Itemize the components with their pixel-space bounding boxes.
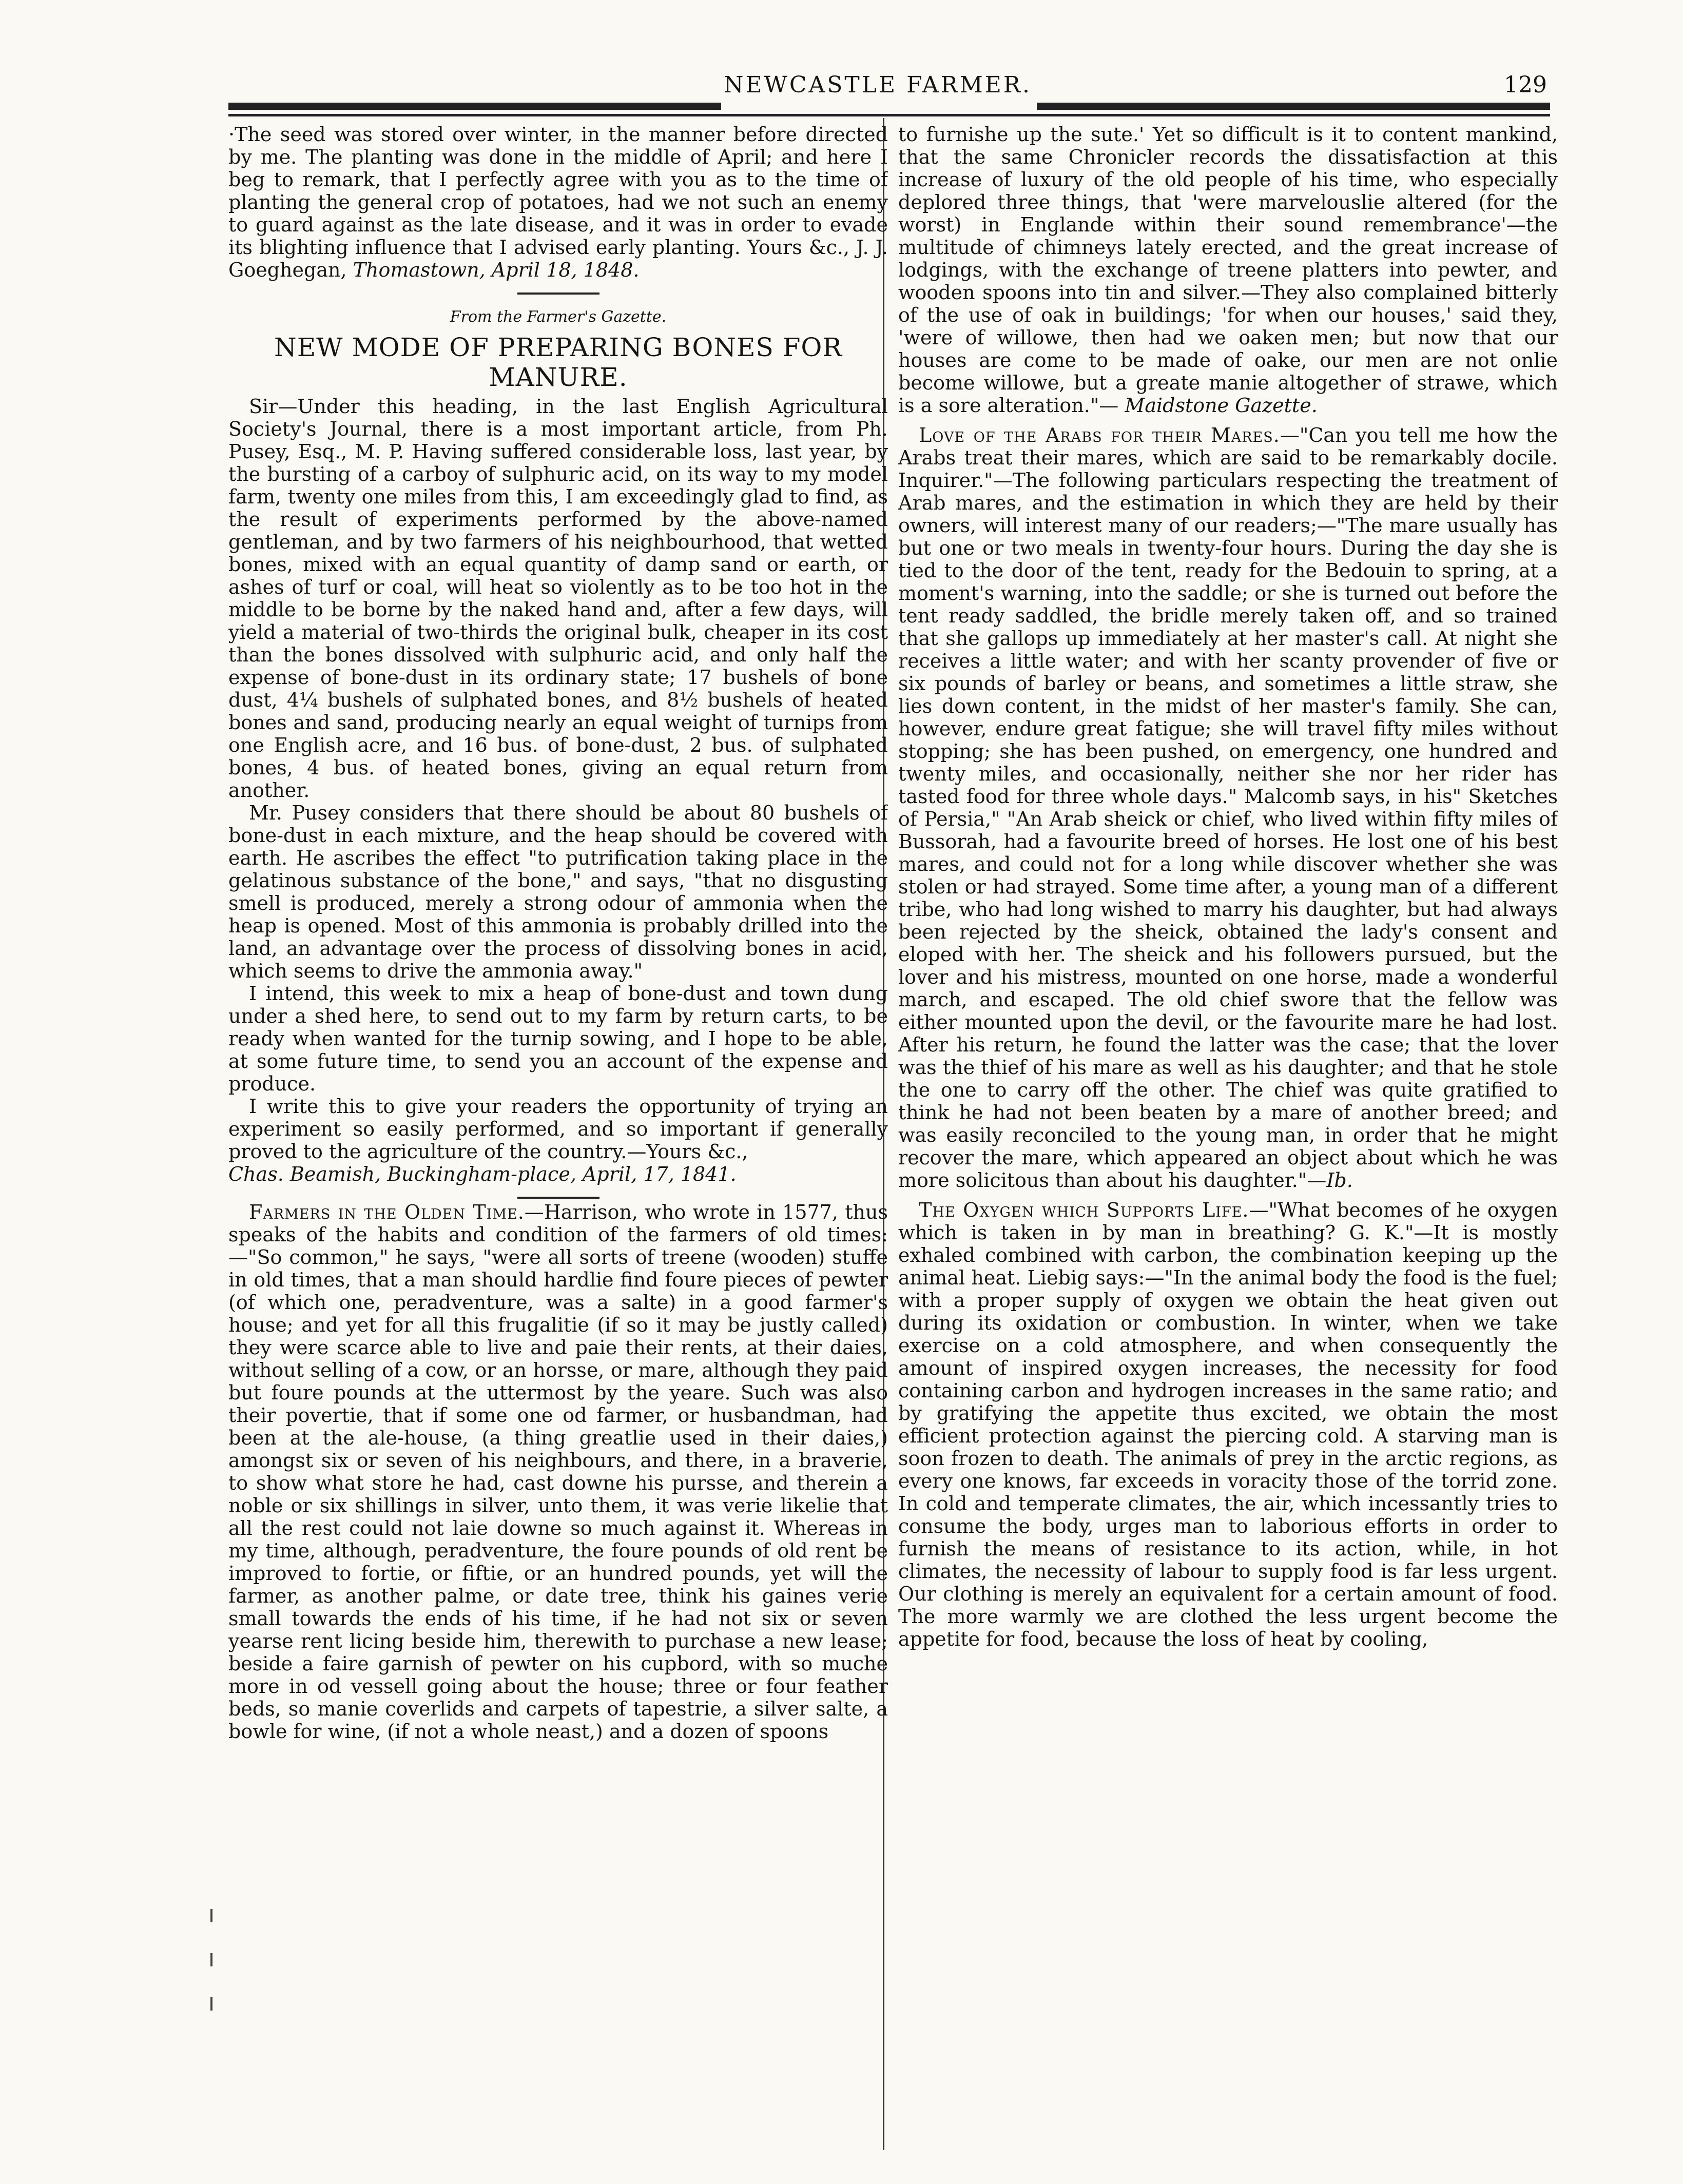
oxygen-text: —"What becomes of he oxygen which is taken in by man in breathing? G. K."—It is mostly exhaled combined with carbon, the combination keeping up the animal heat. Liebig says:—"In the animal body the food is the fuel; with a proper supply of oxygen we obtain the heat given out during its oxidation or combustion. In winter, when we take exercise on a cold atmosphere, and when consequently the amount of inspired oxygen increases, the necessity for food containing carbon and hydrogen increases in the same ratio; and by gratifying the appetite thus excited, we obtain the most efficient protection against the piercing cold. A starving man is soon frozen to death. The animals of prey in the arctic regions, as every one knows, far exceeds in voracity those of the torrid zone. In cold and temperate climates, the air, which incessantly tries to consume the body, urges man to laborious efforts in order to furnish the means of resistance to its action, while, in hot climates, the necessity of labour to supply food is far less urgent. Our clothing is merely an equivalent for a certain amount of food. The more warmly we are clothed the less urgent become the appetite for food, because the loss of heat by cooling, <box>898 1199 1558 1650</box>
potato-letter-text: ·The seed was stored over winter, in the manner before directed by me. The planting was done in the middle of April; and here I beg to remark, that I perfectly agree with you as to the time of planting the general crop of potatoes, had we not such an enemy to guard against as the late disease, and it was in order to evade its blighting influence that I advised early planting. Yours &c., J. J. Goeghegan, <box>228 123 888 281</box>
olden-time-continuation-text: to furnishe up the sute.' Yet so difficult is it to content mankind, that the same Chronicler records the dissatisfaction at this increase of luxury of the old people of his time, who especially deplored three things, that 'were marvelouslie altered (for the worst) in Englande within their sound remembrance'—the multitude of chimneys lately erected, and the great increase of lodgings, with the exchange of treene platters into pewter, and wooden spoons into tin and silver.—They also complained bitterly of the use of oak in buildings; 'for when our houses,' said they, 'were of willowe, then had we oaken men; but now that our houses are come to be made of oake, our men are not onlie become willowe, but a greate manie altogether of strawe, which is a sore alteration."— <box>898 123 1558 417</box>
bones-article-source: From the Farmer's Gazette. <box>450 308 667 326</box>
article-separator <box>517 1197 599 1199</box>
olden-time-text: —Harrison, who wrote in 1577, thus speaks of the habits and condition of the farmers of old times:—"So common," he says, "were all sorts of treene (wooden) stuffe in old times, that a man should hardlie find foure pieces of pewter (of which one, peradventure, was a salte) in a good farmer's house; and yet for all this frugalitie (if so it may be justly called) they were scarce able to live and paie their rents, at their daies, without selling of a cow, or an horsse, or mare, although they paid but foure pounds at the uttermost by the yeare. Such was also their povertie, that if some one od farmer, or husbandman, had been at the ale-house, (a thing greatlie used in their daies,) amongst six or seven of his neighbours, and there, in a braverie, to show what store he had, cast downe his pursse, and therein a noble or six shillings in silver, unto them, it was verie likelie that all the rest could not laie downe so much against it. Whereas in my time, although, peradventure, the foure pounds of old rent be improved to fortie, or fiftie, or an hundred pounds, yet will the farmer, as another palme, or date tree, think his gaines verie small towards the ends of his time, if he had not six or seven yearse rent licing beside him, therewith to purchase a new lease; beside a faire garnish of pewter on his cupbord, with so muche more in od vessell going about the house; three or four feather beds, so manie coverlids and carpets of tapestrie, a silver salte, a bowle for wine, (if not a whole neast,) and a dozen of spoons <box>228 1201 888 1743</box>
bones-article-headline: NEW MODE OF PREPARING BONES FOR MANURE. <box>274 333 843 392</box>
page-number: 129 <box>1504 72 1547 98</box>
arabs-mares-text: —"Can you tell me how the Arabs treat their mares, which are said to be remarkably docile. Inquirer."—The following particulars respecting the treatment of Arab mares, and the estimation in which they are held by their owners, will interest many of our readers;—"The mare usually has but one or two meals in twenty-four hours. During the day she is tied to the door of the tent, ready for the Bedouin to spring, at a moment's warning, into the saddle; or she is turned out before the tent ready saddled, the bridle merely taken off, and so trained that she gallops up immediately at her master's call. At night she receives a little water; and with her scanty provender of five or six pounds of barley or beans, and sometimes a little straw, she lies down content, in the midst of her master's family. She can, however, endure great fatigue; she will travel fifty miles without stopping; she has been pushed, on emergency, one hundred and twenty miles, and occasionally, neither she nor her rider has tasted food for three whole days." Malcomb says, in his" Sketches of Persia," "An Arab sheick or chief, who lived within fifty miles of Bussorah, had a favourite breed of horses. He lost one of his best mares, and could not for a long while discover whether she was stolen or had strayed. Some time after, a young man of a different tribe, who had long wished to marry his daughter, but had always been rejected by the sheick, obtained the lady's consent and eloped with her. The sheick and his followers pursued, but the lover and his mistress, mounted on one horse, made a wonderful march, and escaped. The old chief swore that the fellow was either mounted upon the devil, or the favourite mare he had lost. After his return, he found the latter was the case; that the lover was the thief of his mare as well as his daughter; and that he stole the one to carry off the other. The chief was quite gratified to think he had not been beaten by a mare of another breed; and was easily reconciled to the young man, in order that he might recover the mare, which appeared an object about which he was more solicitous than about his daughter."— <box>898 424 1558 1192</box>
right-column <box>898 123 1558 2150</box>
header-rule-underline <box>228 114 1550 116</box>
potato-letter-signature: Thomastown, April 18, 1848. <box>353 259 640 281</box>
olden-time-heading: Farmers in the Olden Time. <box>249 1201 525 1223</box>
bones-article-paragraph: Sir—Under this heading, in the last English Agricultural Society's Journal, there is a most important article, from Ph. Pusey, Esq., M. P. Having suffered considerable loss, last year, by the bursting of a carboy of sulphuric acid, on its way to my model farm, twenty one miles from this, I am exceedingly glad to find, as the result of experiments performed by the above-named gentleman, and by two farmers of his neighbourhood, that wetted bones, mixed with an equal quantity of damp sand or earth, or ashes of turf or coal, will heat so violently as to be too hot in the middle to be borne by the naked hand and, after a few days, will yield a material of two-thirds the original bulk, cheaper in its cost than the bones dissolved with sulphuric acid, and only half the expense of bone-dust in its ordinary state; 17 bushels of bone dust, 4¼ bushels of sulphated bones, and 8½ bushels of heated bones and sand, producing nearly an equal weight of turnips from one English acre, and 16 bus. of bone-dust, 2 bus. of sulphated bones, 4 bus. of heated bones, giving an equal return from another. <box>228 395 888 802</box>
margin-mark <box>210 1909 212 1922</box>
arabs-mares-source: Ib. <box>1326 1169 1353 1192</box>
header-rule-right <box>1037 103 1550 110</box>
bones-article-paragraph: Mr. Pusey considers that there should be about 80 bushels of bone-dust in each mixture, and the heap should be covered with earth. He ascribes the effect "to putrification taking place in the gelatinous substance of the bone," and says, "that no disgusting smell is produced, merely a strong odour of ammonia when the heap is opened. Most of this ammonia is probably drilled into the land, an advantage over the process of dissolving bones in acid, which seems to drive the ammonia away." <box>228 802 888 982</box>
article-separator <box>517 292 599 295</box>
olden-time-continuation <box>898 123 1558 417</box>
left-column <box>228 123 888 2150</box>
potato-letter <box>228 123 888 281</box>
oxygen-article <box>898 1199 1558 1650</box>
running-title: NEWCASTLE FARMER. <box>724 72 1032 98</box>
margin-marks <box>210 1909 221 2041</box>
bones-article-paragraph: I intend, this week to mix a heap of bone-dust and town dung under a shed here, to send out to my farm by return carts, to be ready when wanted for the turnip sowing, and I hope to be able, at some future time, to send you an account of the expense and produce. <box>228 982 888 1095</box>
margin-mark <box>210 1953 212 1966</box>
bones-article-paragraph: I write this to give your readers the opportunity of trying an experiment so easily performed, and so important if generally proved to the agriculture of the country.—Yours &c., <box>228 1095 888 1163</box>
olden-time-article <box>228 1201 888 1743</box>
margin-mark <box>210 1997 212 2011</box>
arabs-mares-heading: Love of the Arabs for their Mares. <box>919 424 1280 446</box>
header-rule-left <box>228 103 721 110</box>
olden-time-source: Maidstone Gazette. <box>1125 394 1318 417</box>
bones-article-signature: Chas. Beamish, Buckingham-place, April, 17, 1841. <box>228 1163 737 1185</box>
oxygen-heading: The Oxygen which Supports Life. <box>919 1199 1249 1221</box>
arabs-mares-article <box>898 424 1558 1192</box>
